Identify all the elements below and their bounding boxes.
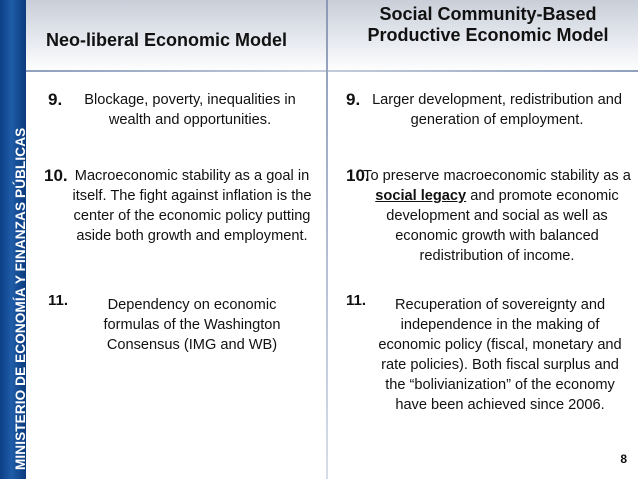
ministry-name: MINISTERIO DE ECONOMÍA Y FINANZAS PÚBLICAS	[13, 127, 28, 470]
right-item-10-text-after: and promote economic development and social as well as economic growth with balanced redistribution of income.	[386, 188, 619, 264]
left-item-9-number: 9.	[48, 90, 63, 109]
right-item-9-text: Larger development, redistribution and generation of employment.	[372, 92, 622, 128]
right-column-title: Social Community-Based Productive Economic Model	[367, 4, 609, 45]
social-legacy-emphasis: social legacy	[375, 188, 467, 204]
left-item-11-text: Dependency on economic formulas of the Washington Consensus (IMG and WB)	[103, 297, 281, 353]
right-item-10-text	[362, 166, 632, 266]
header-divider	[26, 70, 638, 72]
left-item-11-number: 11.	[48, 292, 69, 309]
right-item-9-number: 9.	[346, 90, 361, 109]
ministry-sidebar	[0, 0, 26, 479]
left-item-10-text: Macroeconomic stability as a goal in itself. The fight against inflation is the center of the economic policy putting aside both growth and employment.	[72, 168, 312, 244]
slide-number: 8	[620, 452, 627, 466]
right-item-11-number: 11.	[346, 292, 367, 309]
column-divider	[326, 0, 328, 479]
right-item-10-number: 10.	[346, 166, 370, 185]
right-item-10-text-before: To preserve macroeconomic stability as a	[363, 168, 631, 184]
left-item-10-number: 10.	[44, 166, 68, 185]
left-column-title: Neo-liberal Economic Model	[46, 30, 288, 50]
left-item-9-text: Blockage, poverty, inequalities in wealth and opportunities.	[84, 92, 296, 128]
right-item-11-text: Recuperation of sovereignty and independence in the making of economic policy (fiscal, monetary and rate policies). Both fiscal surplus and the “bolivianization” of the economy have been achieved since 2006.	[378, 297, 622, 413]
